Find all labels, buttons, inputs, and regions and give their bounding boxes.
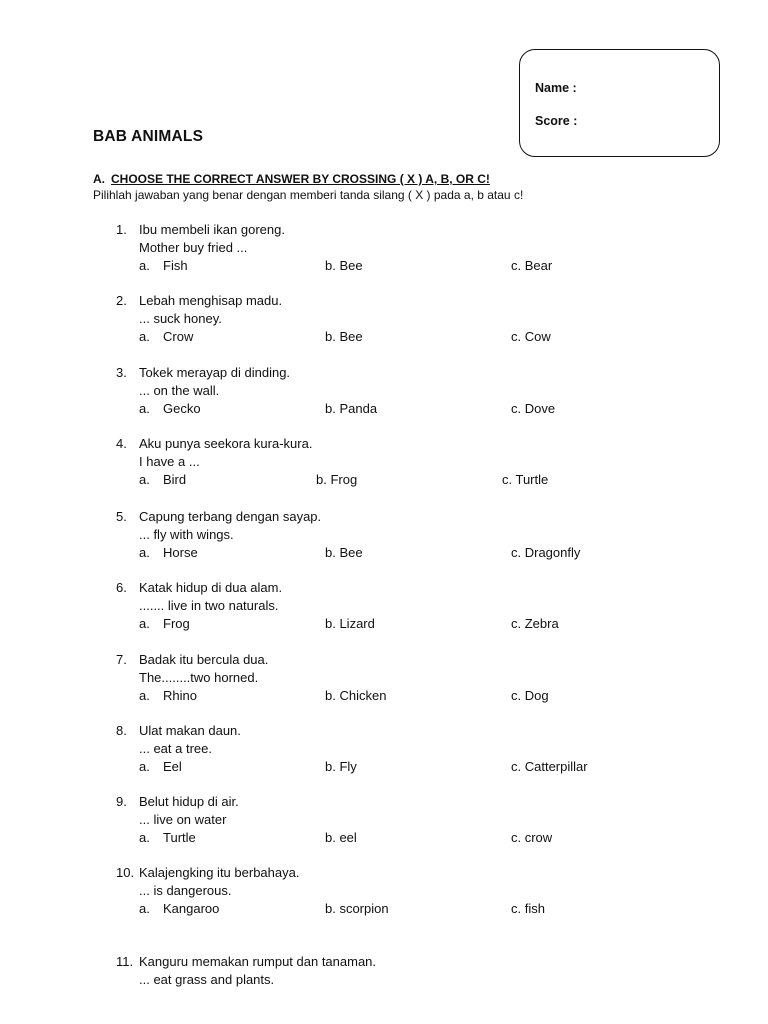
question-item (116, 508, 676, 560)
section-instruction: Pilihlah jawaban yang benar dengan memberi tanda silang ( X ) pada a, b atau c! (93, 188, 524, 202)
option-c[interactable]: c. Turtle (502, 472, 549, 487)
option-a[interactable] (139, 615, 190, 633)
option-a-letter: a. (139, 401, 150, 416)
question-text-en: ... suck honey. (139, 311, 222, 326)
question-text-id: Badak itu bercula dua. (139, 652, 269, 667)
option-a[interactable] (139, 328, 193, 346)
option-b[interactable]: b. scorpion (325, 901, 389, 916)
question-text-id: Katak hidup di dua alam. (139, 580, 283, 595)
option-a-text: Kangaroo (163, 901, 220, 916)
question-text-en: ... eat grass and plants. (139, 972, 275, 987)
option-a-letter: a. (139, 901, 150, 916)
option-a[interactable] (139, 544, 198, 562)
question-number: 5. (116, 509, 127, 524)
option-a-letter: a. (139, 830, 150, 845)
option-b[interactable]: b. Bee (325, 258, 363, 273)
question-number: 9. (116, 794, 127, 809)
question-number: 8. (116, 723, 127, 738)
score-label: Score : (535, 114, 578, 128)
question-number: 3. (116, 365, 127, 380)
option-c[interactable]: c. Dog (511, 688, 549, 703)
option-a-text: Frog (163, 616, 190, 631)
question-text-en: ... on the wall. (139, 383, 220, 398)
option-b[interactable]: b. Fly (325, 759, 357, 774)
option-a-letter: a. (139, 329, 150, 344)
option-a-text: Crow (163, 329, 194, 344)
option-c[interactable]: c. fish (511, 901, 545, 916)
question-text-id: Ibu membeli ikan goreng. (139, 222, 285, 237)
option-b[interactable]: b. Panda (325, 401, 378, 416)
option-c[interactable]: c. Bear (511, 258, 553, 273)
question-text-en: ... fly with wings. (139, 527, 234, 542)
option-a-text: Gecko (163, 401, 201, 416)
question-number: 10. (116, 865, 135, 880)
option-a[interactable] (139, 829, 196, 847)
page-title: BAB ANIMALS (93, 128, 204, 145)
question-item (116, 364, 676, 416)
option-a-text: Horse (163, 545, 198, 560)
option-c[interactable]: c. Catterpillar (511, 759, 588, 774)
option-a[interactable] (139, 471, 186, 489)
question-text-en: ....... live in two naturals. (139, 598, 279, 613)
question-item (116, 221, 676, 273)
question-item (116, 651, 676, 703)
question-text-en: I have a ... (139, 454, 200, 469)
question-text-en: ... eat a tree. (139, 741, 212, 756)
question-text-id: Kanguru memakan rumput dan tanaman. (139, 954, 377, 969)
option-b[interactable]: b. Bee (325, 545, 363, 560)
question-text-id: Lebah menghisap madu. (139, 293, 283, 308)
option-a[interactable] (139, 900, 219, 918)
option-a-text: Fish (163, 258, 188, 273)
option-a-letter: a. (139, 472, 150, 487)
section-heading (93, 172, 490, 186)
option-a[interactable] (139, 687, 197, 705)
question-text-id: Kalajengking itu berbahaya. (139, 865, 300, 880)
question-text-en: ... live on water (139, 812, 227, 827)
question-text-id: Aku punya seekora kura-kura. (139, 436, 313, 451)
section-letter: A. (93, 172, 105, 186)
option-a-letter: a. (139, 258, 150, 273)
question-item (116, 953, 676, 989)
option-b[interactable]: b. Frog (316, 472, 358, 487)
question-text-id: Tokek merayap di dinding. (139, 365, 291, 380)
option-a-text: Eel (163, 759, 182, 774)
question-text-en: The........two horned. (139, 670, 259, 685)
question-text-en: Mother buy fried ... (139, 240, 248, 255)
option-a-letter: a. (139, 759, 150, 774)
question-number: 6. (116, 580, 127, 595)
question-item (116, 864, 676, 916)
option-a-letter: a. (139, 616, 150, 631)
option-c[interactable]: c. Dragonfly (511, 545, 581, 560)
option-c[interactable]: c. Zebra (511, 616, 559, 631)
question-text-id: Belut hidup di air. (139, 794, 239, 809)
option-a[interactable] (139, 758, 182, 776)
question-number: 7. (116, 652, 127, 667)
name-label: Name : (535, 81, 577, 95)
question-text-id: Ulat makan daun. (139, 723, 241, 738)
option-c[interactable]: c. Dove (511, 401, 556, 416)
question-text-id: Capung terbang dengan sayap. (139, 509, 322, 524)
option-c[interactable]: c. Cow (511, 329, 551, 344)
question-text-en: ... is dangerous. (139, 883, 232, 898)
option-a[interactable] (139, 400, 201, 418)
option-a-letter: a. (139, 688, 150, 703)
question-item (116, 722, 676, 774)
option-b[interactable]: b. Bee (325, 329, 363, 344)
option-a-text: Bird (163, 472, 187, 487)
option-b[interactable]: b. Chicken (325, 688, 387, 703)
option-a-text: Rhino (163, 688, 197, 703)
question-number: 1. (116, 222, 127, 237)
option-b[interactable]: b. Lizard (325, 616, 375, 631)
question-item (116, 793, 676, 845)
section-heading-text: CHOOSE THE CORRECT ANSWER BY CROSSING ( X ) A, B, OR C! (111, 172, 490, 186)
option-a[interactable] (139, 257, 188, 275)
option-a-letter: a. (139, 545, 150, 560)
question-number: 2. (116, 293, 127, 308)
question-number: 11. (116, 954, 134, 969)
question-item (116, 292, 676, 344)
option-a-text: Turtle (163, 830, 196, 845)
question-item (116, 435, 676, 487)
option-c[interactable]: c. crow (511, 830, 553, 845)
name-score-box (519, 49, 720, 157)
option-b[interactable]: b. eel (325, 830, 357, 845)
question-number: 4. (116, 436, 127, 451)
question-item (116, 579, 676, 631)
